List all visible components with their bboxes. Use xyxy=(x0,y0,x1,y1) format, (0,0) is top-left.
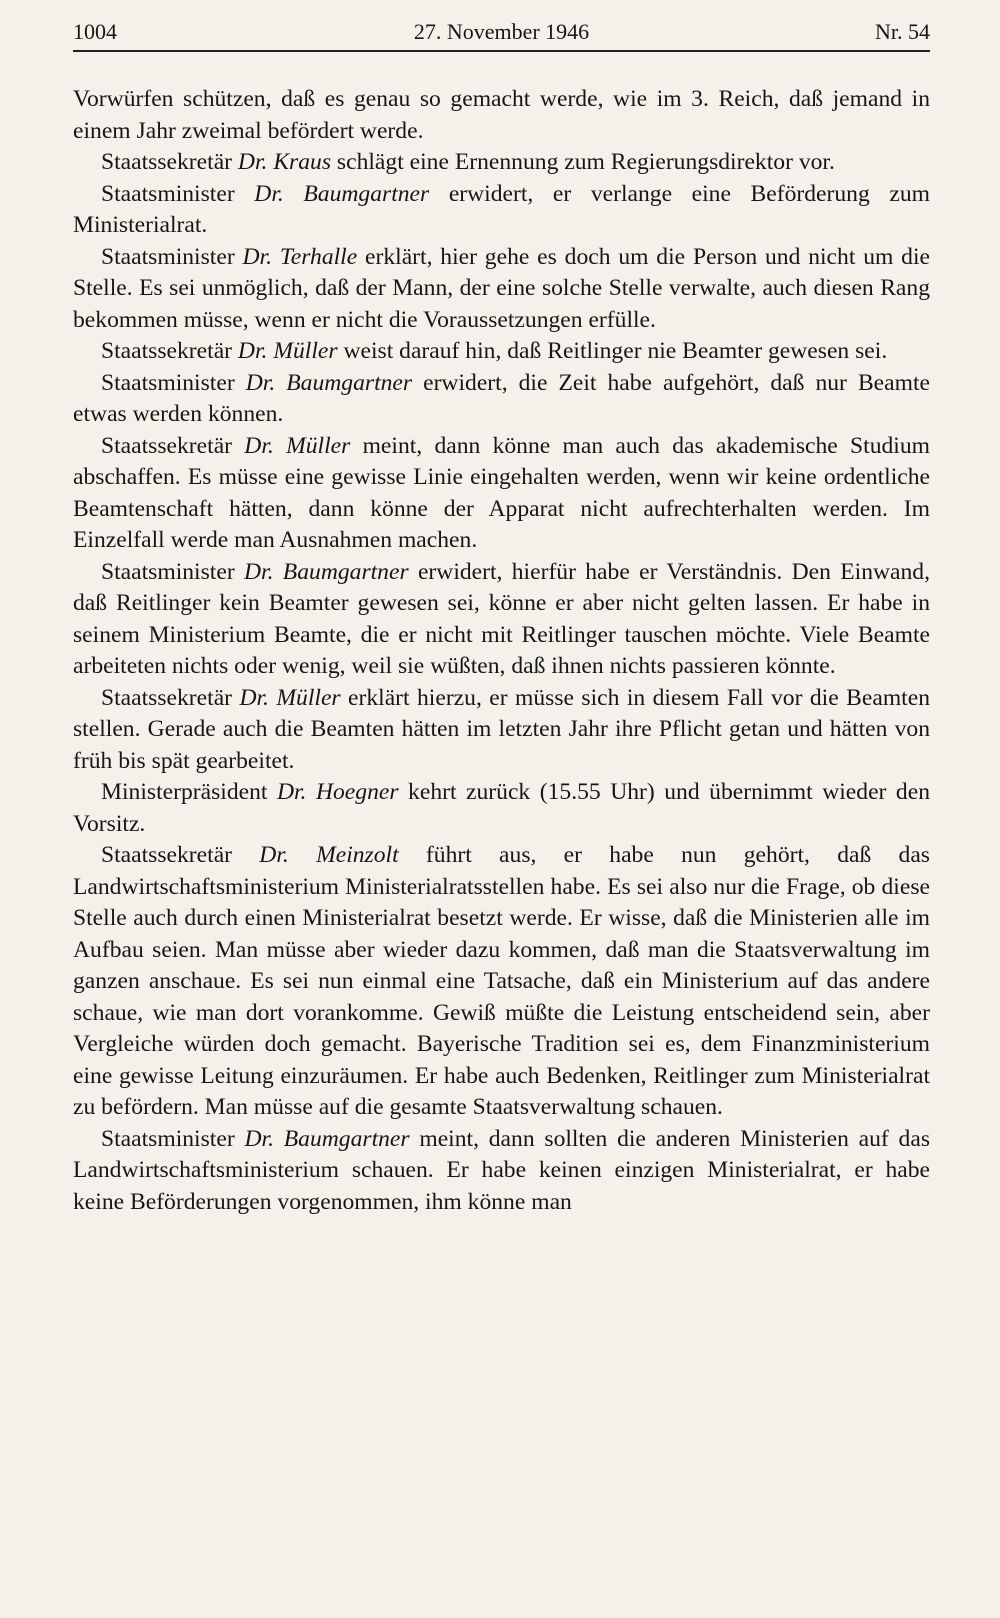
header-date: 27. November 1946 xyxy=(413,19,590,44)
speaker-name: Dr. Meinzolt xyxy=(259,842,399,868)
text-segment: Staatsminister xyxy=(101,180,255,207)
text-segment: erwidert, die Zeit habe aufgehört, daß nur Beamte etwas werden können. xyxy=(73,369,930,427)
speaker-name: Dr. Kraus xyxy=(237,149,332,175)
paragraph xyxy=(73,179,930,242)
text-segment: Staatssekretär xyxy=(101,149,238,175)
paragraph xyxy=(73,431,930,557)
paragraph xyxy=(73,368,930,431)
document-body xyxy=(73,84,930,1218)
paragraph xyxy=(73,840,930,1124)
paragraph xyxy=(73,683,930,778)
text-segment: erklärt hierzu, er müsse sich in diesem Fall vor die Beamten stellen. Gerade auch die Beamten hätten im letzten Jahr ihre Pflicht getan und hätten von früh bis spät gearbeitet. xyxy=(73,684,930,774)
text-segment: Staatsminister xyxy=(101,558,244,585)
page-number: 1004 xyxy=(73,19,117,44)
text-segment: führt aus, er habe nun gehört, daß das Landwirtschaftsministerium Ministerialratsstellen habe. Es sei also nur die Frage, ob diese Stelle auch durch einen Ministerialrat besetzt werde. Er wisse, daß die Ministerien alle im Aufbau seien. Man müsse aber wieder dazu kommen, daß man die Staatsverwaltung im ganzen anschaue. Es sei nun einmal eine Tatsache, daß ein Ministerium auf das andere schaue, wie man dort vorankomme. Gewiß müßte die Leistung entscheidend sein, aber Vergleiche würden doch gemacht. Bayerische Tradition sei es, dem Finanzministerium eine gewisse Leitung einzuräumen. Er habe auch Bedenken, Reitlinger zum Ministerialrat zu befördern. Man müsse auf die gesamte Staatsverwaltung schauen. xyxy=(73,842,930,1120)
speaker-name: Dr. Terhalle xyxy=(242,243,358,270)
speaker-name: Dr. Müller xyxy=(244,432,351,459)
speaker-name: Dr. Baumgartner xyxy=(244,558,409,585)
speaker-name: Dr. Müller xyxy=(237,338,338,364)
text-segment: erklärt, hier gehe es doch um die Person und nicht um die Stelle. Es sei unmöglich, daß der Mann, der eine solche Stelle verwalte, auch diesen Rang bekommen müsse, wenn er nicht die Voraussetzungen erfülle. xyxy=(73,243,930,333)
speaker-name: Dr. Baumgartner xyxy=(254,180,430,207)
text-segment: Staatssekretär xyxy=(101,842,260,868)
paragraph xyxy=(73,147,930,179)
text-segment: Staatssekretär xyxy=(101,432,245,459)
speaker-name: Dr. Müller xyxy=(239,684,341,711)
text-segment: weist darauf hin, daß Reitlinger nie Beamter gewesen sei. xyxy=(337,338,888,364)
text-segment: Vorwürfen schützen, daß es genau so gemacht werde, wie im 3. Reich, daß jemand in einem Jahr zweimal befördert werde. xyxy=(73,86,930,144)
text-segment: kehrt zurück (15.55 Uhr) und übernimmt wieder den Vorsitz. xyxy=(73,779,930,837)
text-segment: meint, dann könne man auch das akademische Studium abschaffen. Es müsse eine gewisse Linie eingehalten werden, wenn wir keine ordentliche Beamtenschaft hätten, dann könne der Apparat nicht aufrechterhalten werden. Im Einzelfall werde man Ausnahmen machen. xyxy=(73,432,931,553)
text-segment: Ministerpräsident xyxy=(101,779,277,805)
text-segment: Staatsminister xyxy=(101,369,246,396)
speaker-name: Dr. Baumgartner xyxy=(245,369,413,396)
page-header xyxy=(73,14,930,52)
speaker-name: Dr. Hoegner xyxy=(276,779,399,805)
speaker-name: Dr. Baumgartner xyxy=(244,1125,410,1152)
text-segment: Staatssekretär xyxy=(101,338,238,364)
paragraph xyxy=(73,557,930,683)
text-segment: erwidert, er verlange eine Beförderung zum Ministerialrat. xyxy=(73,180,930,238)
text-segment: schlägt eine Ernennung zum Regierungsdirektor vor. xyxy=(331,149,835,175)
paragraph xyxy=(73,336,930,368)
paragraph xyxy=(73,242,930,337)
paragraph xyxy=(73,1124,930,1219)
text-segment: Staatsminister xyxy=(101,1125,245,1152)
text-segment: Staatssekretär xyxy=(101,684,240,711)
paragraph xyxy=(73,777,930,840)
paragraph xyxy=(73,84,930,147)
text-segment: erwidert, hierfür habe er Verständnis. Den Einwand, daß Reitlinger kein Beamter gewesen sei, könne er aber nicht gelten lassen. Er habe in seinem Ministerium Beamte, die er nicht mit Reitlinger tauschen möchte. Viele Beamte arbeiteten nichts oder wenig, weil sie wüßten, daß ihnen nichts passieren könnte. xyxy=(73,558,930,679)
text-segment: meint, dann sollten die anderen Ministerien auf das Landwirtschaftsministerium schauen. Er habe keinen einzigen Ministerialrat, er habe keine Beförderungen vorgenommen, ihm könne man xyxy=(73,1125,930,1215)
issue-number: Nr. 54 xyxy=(875,19,930,44)
text-segment: Staatsminister xyxy=(101,243,243,270)
